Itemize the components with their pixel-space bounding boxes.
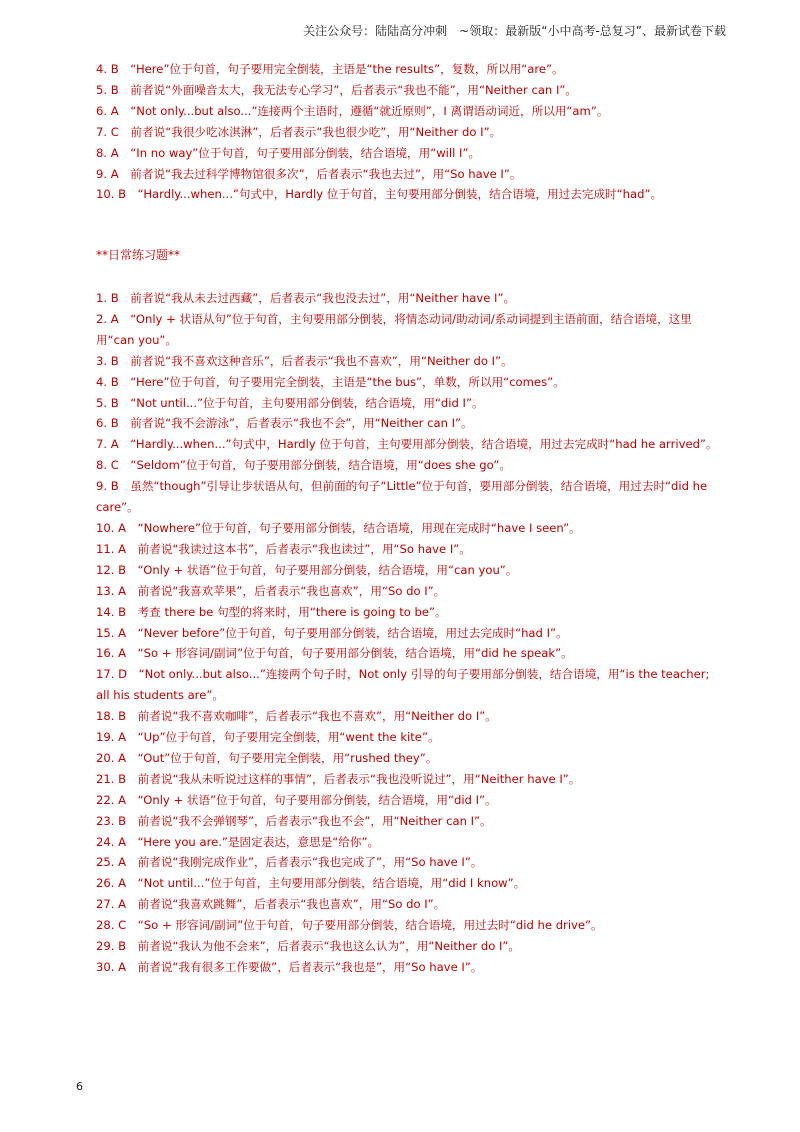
answer-item: 25. A 前者说“我刚完成作业”，后者表示“我也完成了”，用“So have I”。 [96,855,483,870]
answer-item: 6. A “Not only...but also...”连接两个主语时，遵循“就近原则”，I 离谓语动词近，所以用“am”。 [96,103,609,118]
answer-item: 22. A “Only + 状语”位于句首，句子要用部分倒装，结合语境，用“did I”。 [96,792,497,807]
page-number: 6 [76,1080,83,1093]
answer-item: 14. B 考查 there be 句型的将来时，用“there is going to be”。 [96,604,447,619]
answers-part2 [96,288,726,978]
answer-item: 5. B “Not until...”位于句首，主句要用部分倒装，结合语境，用“did I”。 [96,395,484,410]
answer-item: 27. A 前者说“我喜欢跳舞”，后者表示“我也喜欢”，用“So do I”。 [96,897,446,912]
answer-item: 28. C “So + 形容词/副词”位于句首，句子要用部分倒装，结合语境，用过去时“did he drive”。 [96,918,603,933]
answer-item: 12. B “Only + 状语”位于句首，句子要用部分倒装，结合语境，用“can you”。 [96,562,518,577]
answer-item: 1. B 前者说“我从未去过西藏”，后者表示“我也没去过”，用“Neither have I”。 [96,291,516,305]
answer-item: 3. B 前者说“我不喜欢这种音乐”，后者表示“我也不喜欢”，用“Neither do I”。 [96,353,513,368]
answer-item: 21. B 前者说“我从未听说过这样的事情”，后者表示“我也没听说过”，用“Neither have I”。 [96,771,581,786]
answer-item: 20. A “Out”位于句首，句子要用完全倒装，用“rushed they”。 [96,750,438,765]
answer-item: 9. A 前者说“我去过科学博物馆很多次”，后者表示“我也去过”，用“So have I”。 [96,166,522,181]
answer-item: 10. B “Hardly...when...”句式中，Hardly 位于句首，主句要用部分倒装，结合语境，用过去完成时“had”。 [96,187,663,202]
answer-item: 18. B 前者说“我不喜欢咖啡”，后者表示“我也不喜欢”，用“Neither do I”。 [96,709,497,724]
answer-item: 9. B 虽然“though”引导让步状语从句，但前面的句子“Little”位于句首，要用部分倒装，结合语境，用过去时“did he care”。 [96,479,708,515]
answer-item: 4. B “Here”位于句首，句子要用完全倒装，主语是“the bus”，单数，所以用“comes”。 [96,374,565,389]
answer-item: 24. A “Here you are.”是固定表达，意思是“给你”。 [96,834,380,849]
answer-item: 26. A “Not until...”位于句首，主句要用部分倒装，结合语境，用“did I know”。 [96,876,526,891]
answer-item: 10. A “Nowhere”位于句首，句子要用部分倒装，结合语境，用现在完成时“have I seen”。 [96,520,581,535]
answers-part1 [96,59,726,205]
answer-item: 30. A 前者说“我有很多工作要做”，后者表示“我也是”，用“So have I”。 [96,960,483,974]
section-title: **日常练习题** [96,248,181,262]
answer-item: 23. B 前者说“我不会弹钢琴”，后者表示“我也不会”，用“Neither can I”。 [96,813,492,828]
answer-item: 17. D “Not only...but also...”连接两个句子时，Not only 引导的句子要用部分倒装，结合语境，用“is the teacher; all his students are”。 [96,667,710,703]
answer-item: 5. B 前者说“外面噪音太大，我无法专心学习”，后者表示“我也不能”，用“Neither can I”。 [96,82,577,97]
answer-item: 19. A “Up”位于句首，句子要用完全倒装，用“went the kite”。 [96,730,440,745]
page-header: 关注公众号：陆陆高分冲刺 ~领取：最新版“小中高考-总复习”、最新试卷下载 [303,24,726,38]
answer-item: 29. B 前者说“我认为他不会来”，后者表示“我也这么认为”，用“Neither do I”。 [96,939,521,954]
answer-item: 8. C “Seldom”位于句首，句子要用部分倒装，结合语境，用“does she go”。 [96,458,511,473]
answer-item: 7. C 前者说“我很少吃冰淇淋”，后者表示“我也很少吃”，用“Neither do I”。 [96,124,502,139]
answer-item: 8. A “In no way”位于句首，句子要用部分倒装，结合语境，用“will I”。 [96,145,481,160]
answer-item: 15. A “Never before”位于句首，句子要用部分倒装，结合语境，用过去完成时“had I”。 [96,625,568,640]
answer-item: 2. A “Only + 状语从句”位于句首，主句要用部分倒装，将情态动词/助动词/系动词提到主语前面，结合语境，这里用“can you”。 [96,311,692,347]
answer-item: 6. B 前者说“我不会游泳”，后者表示“我也不会”，用“Neither can I”。 [96,416,473,431]
answer-item: 4. B “Here”位于句首，句子要用完全倒装，主语是“the results”，复数，所以用“are”。 [96,62,564,76]
answer-item: 16. A “So + 形容词/副词”位于句首，句子要用部分倒装，结合语境，用“did he speak”。 [96,646,573,661]
answer-item: 13. A 前者说“我喜欢苹果”，后者表示“我也喜欢”，用“So do I”。 [96,583,446,598]
answer-item: 11. A 前者说“我读过这本书”，后者表示“我也读过”，用“So have I”。 [96,541,471,556]
answer-item: 7. A “Hardly...when...”句式中，Hardly 位于句首，主句要用部分倒装，结合语境，用过去完成时“had he arrived”。 [96,437,718,452]
